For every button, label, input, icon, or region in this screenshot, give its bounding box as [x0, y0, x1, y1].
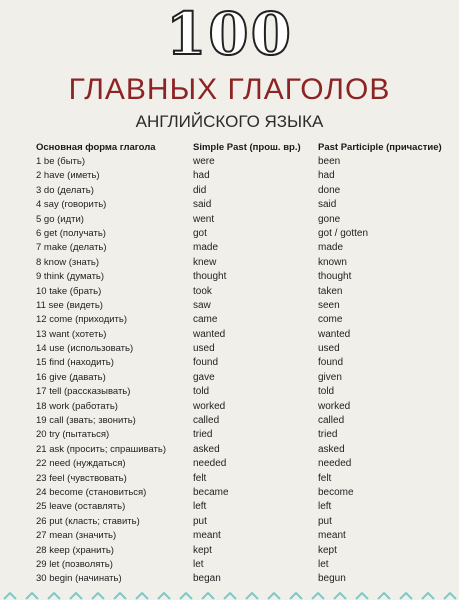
verb-past-participle: had [318, 170, 335, 182]
border-chevron [246, 593, 258, 599]
verb-base-form: 22 need (нуждаться) [36, 458, 126, 470]
verb-base-form: 14 use (использовать) [36, 343, 134, 355]
verb-past-participle: tried [318, 429, 338, 441]
verb-past-participle: used [318, 343, 340, 355]
verb-base-form: 8 know (знать) [36, 256, 100, 268]
border-chevron [378, 593, 390, 599]
verb-past-participle: done [318, 184, 341, 196]
verb-past-participle: thought [318, 271, 352, 283]
verb-simple-past: wanted [193, 328, 226, 340]
verb-past-participle: gone [318, 213, 341, 225]
verb-simple-past: found [193, 357, 219, 369]
column-past-participle [318, 141, 442, 587]
border-chevron [312, 593, 324, 599]
verb-base-form: 2 have (иметь) [36, 170, 100, 182]
border-chevron [136, 593, 148, 599]
column-header-past: Simple Past (прош. вр.) [193, 142, 301, 153]
verb-past-participle: left [318, 501, 332, 513]
verb-simple-past: meant [193, 530, 221, 542]
verb-simple-past: began [193, 573, 221, 585]
verb-base-form: 25 leave (оставлять) [36, 501, 126, 513]
verb-past-participle: taken [318, 285, 343, 297]
verb-simple-past: got [193, 227, 207, 239]
verb-base-form: 20 try (пытаться) [36, 429, 110, 441]
verb-base-form: 23 feel (чувствовать) [36, 472, 127, 484]
verb-base-form: 28 keep (хранить) [36, 544, 114, 556]
border-chevron [334, 593, 346, 599]
verb-past-participle: come [318, 314, 343, 326]
column-header-base: Основная форма глагола [36, 142, 156, 153]
verb-simple-past: took [193, 285, 212, 297]
verb-past-participle: asked [318, 443, 345, 455]
verb-past-participle: meant [318, 530, 346, 542]
verb-base-form: 13 want (хотеть) [36, 328, 107, 340]
decorative-border [0, 590, 459, 600]
verb-simple-past: let [193, 558, 204, 570]
verb-simple-past: left [193, 501, 207, 513]
column-simple-past [193, 141, 301, 587]
border-chevron [26, 593, 38, 599]
verb-base-form: 19 call (звать; звонить) [36, 415, 136, 427]
verb-base-form: 5 go (идти) [36, 213, 84, 225]
verb-simple-past: came [193, 314, 218, 326]
border-chevron [158, 593, 170, 599]
border-chevron [400, 593, 412, 599]
border-chevron [70, 593, 82, 599]
verb-base-form: 1 be (быть) [36, 156, 86, 167]
verb-simple-past: knew [193, 256, 217, 268]
verb-base-form: 12 come (приходить) [36, 314, 128, 326]
verb-simple-past: did [193, 184, 207, 196]
verb-simple-past: kept [193, 544, 212, 556]
verb-base-form: 4 say (говорить) [36, 199, 107, 211]
verb-past-participle: given [318, 371, 342, 383]
verb-past-participle: been [318, 156, 341, 167]
verb-base-form: 11 see (видеть) [36, 299, 103, 311]
verb-base-form: 10 take (брать) [36, 285, 102, 297]
verb-past-participle: got / gotten [318, 227, 369, 239]
border-chevron [422, 593, 434, 599]
verb-simple-past: were [193, 156, 215, 167]
border-chevron [202, 593, 214, 599]
verb-simple-past: made [193, 242, 219, 254]
verb-base-form: 24 become (становиться) [36, 486, 147, 498]
verb-base-form: 27 mean (значить) [36, 530, 117, 542]
column-header-participle: Past Participle (причастие) [318, 142, 442, 153]
verb-past-participle: kept [318, 544, 337, 556]
verb-simple-past: felt [193, 472, 207, 484]
verb-base-form: 30 begin (начинать) [36, 573, 122, 585]
verb-simple-past: saw [193, 299, 211, 311]
verb-base-form: 7 make (делать) [36, 242, 107, 254]
verb-simple-past: worked [193, 400, 226, 412]
verb-simple-past: went [193, 213, 215, 225]
page-title: ГЛАВНЫХ ГЛАГОЛОВ [68, 73, 391, 106]
verb-past-participle: become [318, 486, 354, 498]
border-chevron [92, 593, 104, 599]
verb-past-participle: let [318, 558, 329, 570]
verb-base-form: 15 find (находить) [36, 357, 114, 369]
verb-base-form: 17 tell (рассказывать) [36, 386, 131, 398]
border-chevron [180, 593, 192, 599]
verb-base-form: 16 give (давать) [36, 371, 106, 383]
border-chevron [444, 593, 456, 599]
verb-past-participle: worked [318, 400, 351, 412]
verb-past-participle: found [318, 357, 344, 369]
border-chevron [114, 593, 126, 599]
verb-simple-past: needed [193, 458, 227, 470]
verb-past-participle: felt [318, 472, 332, 484]
verb-base-form: 21 ask (просить; спрашивать) [36, 443, 167, 455]
verb-simple-past: tried [193, 429, 213, 441]
verb-simple-past: told [193, 386, 210, 398]
verb-past-participle: seen [318, 299, 340, 311]
border-chevron [48, 593, 60, 599]
border-chevron [224, 593, 236, 599]
verb-base-form: 3 do (делать) [36, 184, 94, 196]
verb-simple-past: had [193, 170, 210, 182]
verb-simple-past: called [193, 415, 220, 427]
verb-simple-past: became [193, 486, 229, 498]
verb-past-participle: called [318, 415, 345, 427]
verb-past-participle: needed [318, 458, 352, 470]
verb-base-form: 26 put (класть; ставить) [36, 515, 140, 527]
verb-past-participle: known [318, 256, 347, 268]
verb-past-participle: wanted [318, 328, 351, 340]
border-chevron [4, 593, 16, 599]
verb-simple-past: used [193, 343, 215, 355]
verb-base-form: 29 let (позволять) [36, 558, 113, 570]
verb-simple-past: put [193, 515, 207, 527]
verb-simple-past: gave [193, 371, 215, 383]
verb-simple-past: said [193, 199, 212, 211]
verb-past-participle: begun [318, 573, 346, 585]
verb-past-participle: put [318, 515, 332, 527]
verb-simple-past: asked [193, 443, 220, 455]
verb-past-participle: told [318, 386, 335, 398]
verb-simple-past: thought [193, 271, 227, 283]
border-chevron [268, 593, 280, 599]
verb-base-form: 18 work (работать) [36, 400, 118, 412]
page-subtitle: АНГЛИЙСКОГО ЯЗЫКА [135, 112, 324, 131]
column-base-form [36, 141, 166, 587]
verb-past-participle: said [318, 199, 337, 211]
verb-base-form: 6 get (получать) [36, 227, 106, 239]
verb-past-participle: made [318, 242, 344, 254]
hero-number: 100 [165, 0, 294, 68]
verb-base-form: 9 think (думать) [36, 271, 105, 283]
border-chevron [290, 593, 302, 599]
border-chevron [356, 593, 368, 599]
